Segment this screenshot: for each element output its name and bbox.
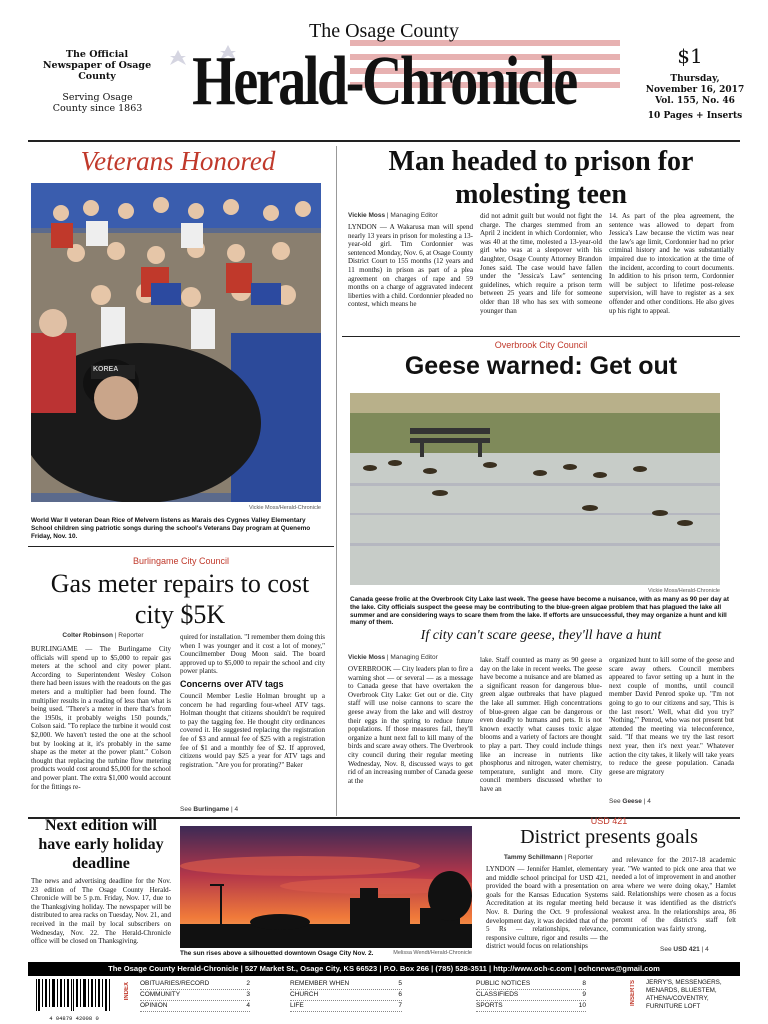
gas-col2 — [180, 633, 325, 805]
geese-photo — [350, 393, 720, 585]
index-item-name: COMMUNITY — [140, 991, 181, 998]
official-newspaper-label: The Official Newspaper of Osage County — [42, 49, 152, 82]
gas-section: Burlingame City Council — [132, 556, 230, 566]
issue-info — [640, 74, 750, 122]
district-section: USD 421 — [590, 816, 628, 826]
price: $1 — [677, 44, 703, 68]
geese-byline-role: Managing Editor — [390, 654, 438, 661]
index-item-page: 3 — [246, 991, 250, 998]
sunrise-photo-credit: Melissa Wendt/Herald-Chronicle — [393, 950, 472, 956]
masthead-title: Herald-Chronicle — [192, 43, 576, 120]
index-item[interactable] — [140, 979, 250, 990]
prison-headline: Man headed to prison for molesting teen — [388, 146, 694, 210]
district-see-page: 4 — [705, 946, 709, 953]
index-item[interactable] — [476, 979, 586, 990]
geese-see-page: 4 — [647, 798, 651, 805]
geese-col1: OVERBROOK — City leaders plan to fire a warning shot — or several — as a message to Canada geese that have overtaken the Overbrook City Lake: Get out or die. City staff will use noise cannons to scare the geese away from the lake and will destroy their eggs in the spring to reduce future populations. If those measures fail, they'll organize a hunt next fall to kill many of the birds and scare away others. The Overbrook city council during their regular meeting Wednesday, Nov. 8, discussed ways to get rid of an increasing number of Canada geese at the — [348, 665, 473, 785]
geese-byline-name: Vickie Moss — [348, 654, 386, 661]
footer-contact-line: The Osage County Herald-Chronicle | 527 Market St., Osage City, KS 66523 | P.O. Box 266 | (785) 528-3511 | http://www.och-c.com | ochcnews@gmail.com — [108, 964, 660, 973]
gas-col1: BURLINGAME — The Burlingame City officials will spend up to $5,000 to repair gas meters at the school and city power plant. According to Superintendent Wesley Colson there had been issues with the readouts on the gas meters and a multiplier had been found. The multiplier results in a reading of less than what is being used. "There's a meter in there that's from the 1950s, it probably weighs 150 pounds," Colson said. "To replace the turbine it would cost $2,000. We haven't tested the one at the school but by looking at it, it's probably in the same shape as the meter at the power plant." Colson thought that replacing the turbine flow metering products would cost around $5,000 for the school and power plant. The extra $1,000 would account for the fittings re- — [31, 645, 171, 791]
veterans-caption: World War II veteran Dean Rice of Melvern listens as Marais des Cygnes Valley Elementary School children sing patriotic songs during the school's Veterans Day program at Quenemo Friday, Nov. 10. — [31, 517, 311, 540]
geese-see-word: Geese — [622, 798, 642, 805]
geese-section: Overbrook City Council — [494, 340, 588, 350]
index-item-name: CHURCH — [290, 991, 319, 998]
index-item[interactable] — [476, 990, 586, 1001]
geese-subhead: If city can't scare geese, they'll have a hunt — [420, 628, 662, 643]
right-top-rule — [342, 336, 740, 337]
index-col-2 — [290, 979, 402, 1012]
index-item-name: OBITUARIES/RECORD — [140, 980, 210, 987]
prison-col3: 14. As part of the plea agreement, the sentence was allowed to depart from Jessica's Law because the victim was near the law's age limit, Cordonnier had no prior criminal history and he was substantially impaired due to intoxication at the time of the incident, according to court documents. In addition to his prison term, Cordonnier will be subject to lifetime post-release supervision, will have to register as a sex offender and other conditions. He also gives up his right to appeal. — [609, 212, 734, 315]
masthead-rule — [28, 140, 740, 142]
index-item-page: 5 — [398, 980, 402, 987]
gas-see-jump[interactable]: See Burlingame | 4 — [180, 806, 239, 813]
geese-photo-image — [350, 393, 720, 585]
gas-col2a: quired for installation. "I remember them doing this when I was younger and it cost a lot of money," Councilmember Doug Moon said. The board approved up to $5,000 to repair the school and city power plants. — [180, 633, 325, 676]
sunrise-photo — [180, 826, 472, 948]
sunrise-caption: The sun rises above a silhouetted downtown Osage City Nov. 2. — [180, 950, 374, 957]
prison-byline: Vickie Moss | Managing Editor — [348, 212, 438, 219]
index-item-name: REMEMBER WHEN — [290, 980, 350, 987]
district-byline: Tammy Schillmann | Reporter — [503, 854, 594, 861]
index-item-name: CLASSIFIEDS — [476, 991, 519, 998]
sunrise-photo-image — [180, 826, 472, 948]
prison-byline-role: Managing Editor — [390, 212, 438, 219]
left-mid-rule — [28, 546, 334, 547]
geese-see-jump[interactable]: See Geese | 4 — [609, 798, 651, 805]
district-see-jump[interactable]: See USD 421 | 4 — [660, 946, 709, 953]
district-see-label: See — [660, 946, 672, 953]
index-item-page: 8 — [582, 980, 586, 987]
index-item-page: 7 — [398, 1002, 402, 1009]
district-see-word: USD 421 — [673, 946, 700, 953]
geese-see-label: See — [609, 798, 621, 805]
index-item[interactable] — [476, 1001, 586, 1012]
district-col1: LYNDON — Jennifer Hamlet, elementary and middle school principal for USD 421, provided the board with a presentation on goals for the Kansas Education Systems Accreditation at its regular meeting held Nov. 8. During the Oct. 9 professional development day, it was decided that of the 5 Rs — relationships, relevance, responsive culture, rigor and results — the district would focus on relationships — [486, 865, 608, 951]
prison-byline-name: Vickie Moss — [348, 212, 386, 219]
issue-date: November 16, 2017 — [645, 85, 745, 95]
index-item[interactable] — [290, 1001, 402, 1012]
index-item[interactable] — [290, 979, 402, 990]
gas-col2b: Council Member Leslie Holman brought up a concern he had regarding four-wheel ATV tags. Holman thought that citizens shouldn't be required to pay the tagging fee. He thought city ordinances covered it. He suggested replacing the registration fee of $3 and annual fee of $25 with a registration fee of $1 and a monthly fee of $2. If approved, citizens would pay $25 a year for ATV tags and registration. "Are you for prorating?" Baker — [180, 691, 325, 769]
barcode-number: 4 04879 42008 0 — [49, 1015, 99, 1022]
masthead — [0, 0, 768, 145]
gas-see-word: Burlingame — [193, 806, 230, 813]
next-edition-body: The news and advertising deadline for the Nov. 23 edition of The Osage County Herald-Chronicle will be 5 p.m. Friday, Nov. 17, due to the Thanksgiving holiday. The newspaper will be distributed to area racks on Tuesday, Nov. 21, and received in the mail by local subscribers on Wednesday, Nov. 22. The Herald-Chronicle office will be closed on Thanksgiving. — [31, 877, 171, 946]
veterans-photo-image — [31, 183, 321, 502]
gas-byline: Colter Robinson | Reporter — [62, 632, 144, 639]
gas-byline-role: Reporter — [118, 632, 144, 639]
index-item[interactable] — [140, 1001, 250, 1012]
barcode-graphic — [34, 979, 114, 1011]
index-item[interactable] — [290, 990, 402, 1001]
geese-photo-credit: Vickie Moss/Herald-Chronicle — [647, 588, 720, 594]
next-edition-headline: Next edition will have early holiday deadline — [38, 817, 164, 872]
footer-bar — [28, 962, 740, 976]
index-item-name: OPINION — [140, 1002, 168, 1009]
geese-byline: Vickie Moss | Managing Editor — [348, 654, 438, 661]
veteran-cap-text: KOREA — [93, 366, 119, 373]
inserts-label: INSERTS — [630, 980, 636, 1007]
index-item-page: 9 — [582, 991, 586, 998]
veterans-photo — [31, 183, 321, 502]
district-headline: District presents goals — [520, 826, 698, 848]
gas-headline: Gas meter repairs to cost city $5K — [50, 569, 310, 629]
index-item-page: 10 — [578, 1002, 586, 1009]
index-label: INDEX — [124, 982, 130, 1001]
masthead-top-title: The Osage County — [309, 20, 459, 42]
district-byline-name: Tammy Schillmann — [503, 854, 563, 861]
index-item-page: 6 — [398, 991, 402, 998]
veterans-headline: Veterans Honored — [80, 146, 276, 176]
column-divider — [336, 146, 337, 816]
index-col-1 — [140, 979, 250, 1012]
geese-headline: Geese warned: Get out — [404, 352, 678, 380]
index-item-page: 4 — [246, 1002, 250, 1009]
district-col2: and relevance for the 2017-18 academic year. "We wanted to pick one area that we needed a lot of improvement in and another area where we were doing okay," Hamlet said. Relationships were chosen as a focus because it was identified as the district's weakest area. In the relationships area, 86 percent of the district's staff felt communication was fairly strong, — [612, 856, 736, 933]
veterans-photo-credit: Vickie Moss/Herald-Chronicle — [248, 505, 321, 511]
issue-day: Thursday, — [670, 74, 720, 84]
index-col-3 — [476, 979, 586, 1012]
geese-col2: lake. Staff counted as many as 90 geese a day on the lake in recent weeks. The geese have become a nuisance and are blamed as a significant reason for dangerous blue-green algae outbreaks that have plagued the lake all summer. High concentrations of blue-green algae can be dangerous or even deadly to humans and pets. It is not known exactly what causes toxic algae blooms and a variety of factors are thought to play a part. They could include things like an increase in nutrients like phosphorus and nitrogen, water chemistry, temperature, sunlight and more. City council members discussed whether to have an — [480, 656, 602, 793]
serving-label: Serving Osage County since 1863 — [52, 92, 143, 114]
geese-col3: organized hunt to kill some of the geese and scare away others. Council members appeared to favor setting up a hunt in the next couple of months, until council member David Penrod spoke up. "I'm not going to go to our citizens and say, 'This is the last resort.' Well, what did you try?' 'Nothing,'" Penrod, who was not present but attended the meeting via teleconference, said. "If that means we try the last resort next year, then it's next year." Whatever action the city takes, it likely will take years to reduce the geese population. Canada geese are migratory — [609, 656, 734, 776]
district-byline-role: Reporter — [567, 854, 594, 861]
prison-col1: LYNDON — A Wakarusa man will spend nearly 13 years in prison for molesting a 13-year-old girl. Tim Cordonnier was sentenced Monday, Nov. 6, at Osage County District Court to 155 months (12 years and 11 months) in prison as part of a plea agreement on charges of rape and 59 months on a charge of aggravated indecent liberties with a child. Cordonnier pleaded no contest, which means he — [348, 223, 473, 309]
geese-caption: Canada geese frolic at the Overbrook City Lake last week. The geese have become a nuisance, with as many as 90 per day at the lake. City officials suspect the geese may be contributing to the blue-green algae problem that has plagued the lake all summer and are considering ways to scare them from the lake. If efforts are unsuccessful, they may organize a hunt and kill many of them. — [350, 596, 729, 627]
index-item-name: PUBLIC NOTICES — [476, 980, 531, 987]
barcode — [34, 979, 114, 1022]
index-item-name: LIFE — [290, 1002, 304, 1009]
gas-see-label: See — [180, 806, 192, 813]
gas-byline-name: Colter Robinson — [62, 632, 113, 639]
index-item-name: SPORTS — [476, 1002, 503, 1009]
issue-pages: 10 Pages + Inserts — [647, 111, 743, 121]
gas-see-page: 4 — [234, 806, 239, 813]
index-item-page: 2 — [246, 980, 250, 987]
issue-volume: Vol. 155, No. 46 — [655, 96, 735, 106]
inserts-list: JERRY'S, MESSENGERS, MENARDS, BLUESTEM, ATHENA/COVENTRY, FURNITURE LOFT — [646, 979, 722, 1010]
gas-subhead: Concerns over ATV tags — [180, 678, 284, 689]
prison-col2: did not admit guilt but would not fight the charge. The charges stemmed from an April 2 incident in which Cordonnier, who was 40 at the time, molested a 13-year-old girl who was at a sleepover with his daughter, Osage County Attorney Brandon Jones said. The case would have fallen under the "Jessica's Law" sentencing guidelines, which require a prison term between 25 years and life for someone older than 18 who has sex with someone younger than — [480, 212, 602, 315]
index-item[interactable] — [140, 990, 250, 1001]
